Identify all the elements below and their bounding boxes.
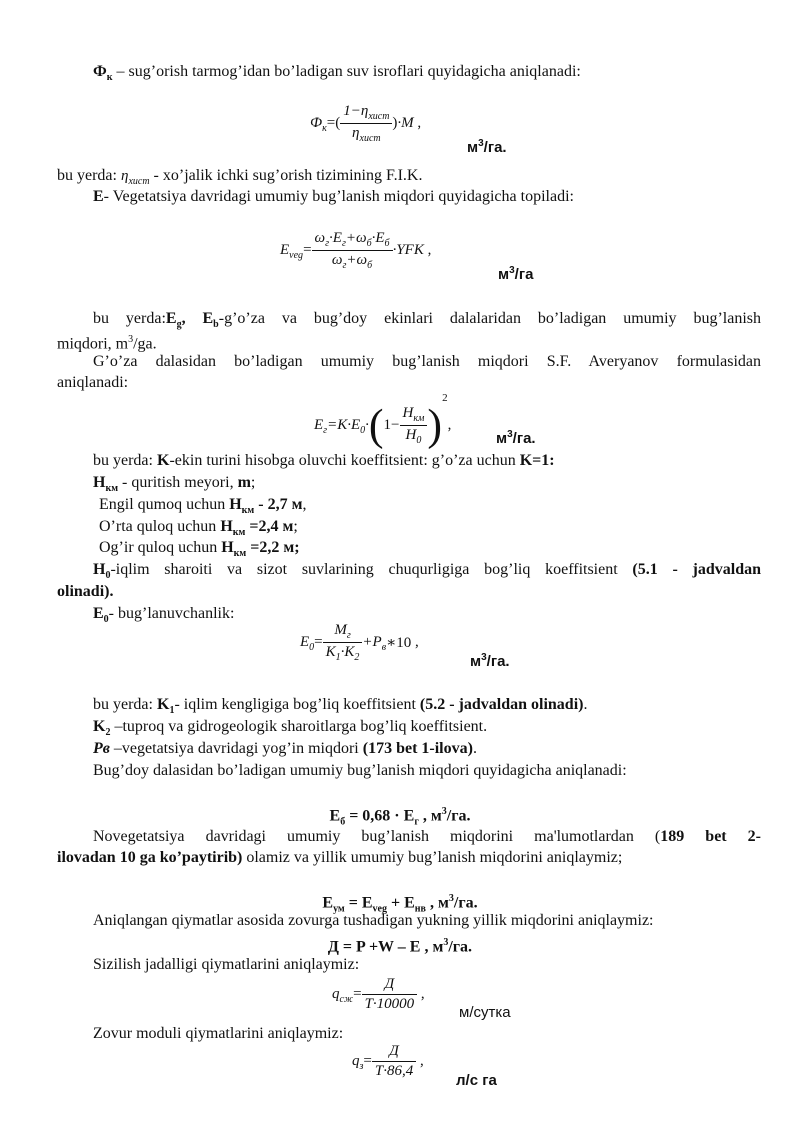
eta-sym: η bbox=[120, 168, 129, 184]
k1-sub: 1 bbox=[169, 705, 175, 717]
k1-symbol: K bbox=[156, 696, 170, 713]
f6-den: T·86,4 bbox=[374, 1063, 414, 1079]
e-symbol: E bbox=[93, 188, 104, 205]
k2-symbol: K bbox=[93, 718, 106, 735]
para-wheat-intro bbox=[93, 761, 627, 781]
para-averyanov bbox=[57, 352, 761, 372]
f2-unit-tail: /га bbox=[514, 266, 534, 283]
f4-tail-sub: в bbox=[381, 641, 387, 653]
f2-num-sub2: г bbox=[341, 238, 346, 249]
eum-veg: = E bbox=[344, 894, 373, 912]
f3-unit-sup: 3 bbox=[507, 429, 513, 440]
para-noveg bbox=[57, 827, 761, 847]
formula-e-veg: $E_{veg}=$ $\frac{\omega_г\cdot E_г+\omega_б\cdot E_б}{\omega_г+\omega_б}$ ·YFK , bbox=[280, 230, 432, 271]
pv-symbol: Pв bbox=[93, 740, 110, 757]
f4-unit-base: м bbox=[470, 653, 482, 670]
eum-unit: , м bbox=[425, 894, 449, 912]
eum-nv-sub: нв bbox=[414, 903, 426, 915]
f1-fraction bbox=[340, 103, 392, 144]
d-eq-sup: 3 bbox=[443, 937, 449, 948]
f4-fraction bbox=[323, 622, 363, 663]
eum-lhs: E bbox=[322, 894, 334, 912]
para-eg-eb-2 bbox=[57, 330, 157, 354]
e0-sub: 0 bbox=[103, 614, 109, 626]
load-text: Aniqlangan qiymatlar asosida zovurga tushadigan yukning yillik miqdorini aniqlaymiz: bbox=[93, 912, 654, 929]
para-module bbox=[93, 1024, 343, 1044]
seepage-text: Sizilish jadalligi qiymatlarini aniqlaymiz: bbox=[93, 956, 360, 973]
eg-eb-unit-tail: /ga. bbox=[133, 335, 157, 353]
para-noveg-2 bbox=[57, 848, 622, 868]
f4-lhs: E bbox=[300, 634, 310, 650]
f1-den: η bbox=[352, 125, 360, 142]
f6-unit: л/с га bbox=[456, 1072, 497, 1089]
f3-den-sub: 0 bbox=[416, 435, 422, 447]
f1-unit-tail: /га. bbox=[483, 139, 507, 156]
para-e-intro bbox=[93, 187, 574, 207]
f3-mid: =K·E bbox=[327, 417, 361, 434]
d-eq-end: /га. bbox=[448, 938, 473, 956]
pv-def-text: –vegetatsiya davridagi yog’in miqdori bbox=[109, 740, 363, 757]
k1-def-pre: bu yerda: bbox=[93, 696, 157, 713]
noveg-text-2: olamiz va yillik umumiy bug’lanish miqdorini aniqlaymiz; bbox=[242, 849, 623, 866]
eg-comma: , bbox=[181, 310, 203, 327]
f3-dot: · bbox=[365, 417, 369, 434]
e0-symbol: E bbox=[93, 605, 104, 622]
f2-fraction bbox=[312, 230, 393, 271]
f3-den: H bbox=[405, 427, 417, 444]
f1-unit bbox=[467, 138, 507, 156]
soil-heavy-label: Og’ir quloq uchun bbox=[99, 539, 222, 556]
f4-unit-tail: /га. bbox=[486, 653, 510, 670]
f3-lhs: E bbox=[314, 417, 324, 434]
para-pv-def bbox=[93, 739, 477, 759]
pv-end: . bbox=[472, 740, 477, 757]
eb-sub: b bbox=[213, 319, 219, 331]
h0-def-text: -iqlim sharoiti va sizot suvlarining chuqurligiga bog’liq koeffitsient bbox=[110, 561, 633, 578]
eum-veg-sub: veg bbox=[372, 903, 387, 915]
f2-unit-sup: 3 bbox=[509, 265, 515, 276]
f2-unit-base: м bbox=[498, 266, 510, 283]
k-value: K=1: bbox=[519, 452, 555, 469]
eb-symbol: E bbox=[202, 310, 214, 327]
f4-den-sub1: 1 bbox=[335, 652, 341, 663]
para-phi-intro bbox=[93, 62, 581, 88]
k-symbol: K bbox=[156, 452, 170, 469]
f3-lhs-sub: г bbox=[323, 425, 328, 436]
f2-num-sub1: г bbox=[325, 238, 330, 249]
formula-phi-k: $Ф_к=$( $\frac{1-\eta_{хист}}{\eta_{хист}}$ )·M , bbox=[310, 103, 422, 144]
k-def-mid: -ekin turini hisobga oluvchi koeffitsient: g’o’za uchun bbox=[169, 452, 520, 469]
eum-sup: 3 bbox=[448, 893, 454, 904]
f1-tail: ·M bbox=[397, 115, 414, 131]
f4-den-mid: ·K bbox=[340, 644, 355, 661]
f1-unit-base: м bbox=[467, 139, 479, 156]
soil-medium-end: ; bbox=[293, 518, 298, 535]
f1-num-sub: хист bbox=[368, 111, 390, 122]
f2-den-a: ω bbox=[331, 252, 343, 269]
f4-den: K bbox=[325, 644, 336, 661]
f1-unit-sup: 3 bbox=[478, 138, 484, 149]
f4-unit-sup: 3 bbox=[481, 652, 487, 663]
soil-medium-label: O’rta quloq uchun bbox=[99, 518, 221, 535]
f4-unit bbox=[470, 652, 510, 670]
e0-def-text: - bug’lanuvchanlik: bbox=[108, 605, 235, 622]
f3-fraction bbox=[400, 405, 428, 446]
formula-e0: $E_0=$ $\frac{M_г}{K_1\cdot K_2}$ $+P_в∗10$ , bbox=[300, 622, 419, 663]
k-def-pre: bu yerda: bbox=[93, 452, 157, 469]
eb-eq-unit: , м bbox=[418, 807, 442, 825]
f4-den-sub2: 2 bbox=[354, 652, 360, 663]
soil-light-label: Engil qumoq uchun bbox=[99, 496, 230, 513]
para-eg-eb bbox=[57, 309, 761, 335]
e-intro-text: - Vegetatsiya davridagi umumiy bug’lanish miqdori quyidagicha topiladi: bbox=[103, 188, 574, 205]
f5-unit: м/сутка bbox=[459, 1004, 511, 1021]
eb-eq-sub2: г bbox=[414, 816, 419, 828]
hkm-unit: m bbox=[237, 474, 251, 491]
module-text: Zovur moduli qiymatlarini aniqlaymiz: bbox=[93, 1025, 344, 1042]
eta-sub: хист bbox=[128, 176, 150, 187]
f3-unit-base: м bbox=[496, 430, 508, 447]
noveg-ref-2: ilovadan 10 ga ko’paytirib) bbox=[57, 849, 243, 866]
f1-den-sub: хист bbox=[359, 133, 381, 144]
phi-intro-text: – sug’orish tarmog’idan bo’ladigan suv isroflari quyidagicha aniqlanadi: bbox=[112, 63, 581, 80]
eg-eb-rest: -g’o’za va bug’doy ekinlari dalalaridan bo’ladigan umumiy bug’lanish bbox=[218, 310, 762, 327]
eum-end: /га. bbox=[453, 894, 478, 912]
f5-num: Д bbox=[362, 976, 418, 995]
f3-exp: 2 bbox=[442, 392, 448, 404]
f3-num: H bbox=[402, 405, 414, 422]
eb-eq-end: /га. bbox=[446, 807, 471, 825]
h0-table-ref: (5.1 - jadvaldan bbox=[632, 561, 761, 578]
soil-medium-value: =2,4 м bbox=[245, 518, 294, 535]
f3-unit bbox=[496, 429, 536, 447]
para-averyanov-2 bbox=[57, 373, 128, 393]
eb-eq-sup: 3 bbox=[441, 806, 447, 817]
f2-num-mid2: ·E bbox=[371, 230, 385, 247]
phi-symbol: Ф bbox=[93, 63, 107, 80]
para-h0-def-2 bbox=[57, 582, 113, 602]
para-k-def bbox=[93, 451, 555, 471]
h0-symbol: H bbox=[93, 561, 106, 578]
f2-den-sub2: б bbox=[367, 260, 373, 271]
f2-num-mid: ·E bbox=[329, 230, 342, 247]
f5-den: T·10000 bbox=[364, 996, 415, 1012]
k1-table-ref: (5.2 - jadvaldan olinadi) bbox=[419, 696, 584, 713]
f2-lhs-sub: veg bbox=[289, 249, 304, 261]
f3-one: 1− bbox=[383, 417, 400, 434]
averyanov-text-2: aniqlanadi: bbox=[57, 374, 129, 391]
phi-sub: к bbox=[106, 72, 113, 84]
k2-def-text: –tuproq va gidrogeologik sharoitlarga bog’liq koeffitsient. bbox=[110, 718, 488, 735]
para-load bbox=[93, 911, 654, 931]
soil-heavy-h: H bbox=[221, 539, 234, 556]
eta-def-pre: bu yerda: bbox=[57, 167, 121, 184]
pv-appendix-ref: (173 bet 1-ilova) bbox=[362, 740, 473, 757]
f2-lhs: E bbox=[280, 242, 290, 258]
soil-light-value: - 2,7 м bbox=[254, 496, 303, 513]
f1-num: 1−η bbox=[343, 103, 369, 120]
soil-heavy-value: =2,2 м; bbox=[246, 539, 300, 556]
hkm-sub: км bbox=[105, 483, 119, 495]
f4-num: M bbox=[334, 622, 347, 639]
f6-lhs-sub: з bbox=[359, 1060, 364, 1072]
soil-medium-sub: км bbox=[232, 527, 246, 539]
f2-num-sub3: б bbox=[366, 238, 372, 249]
para-e0-def bbox=[93, 604, 234, 630]
f6-num: Д bbox=[372, 1043, 416, 1062]
soil-light-sub: км bbox=[241, 505, 255, 517]
eb-eq-sub: б bbox=[340, 816, 346, 828]
eg-eb-unit-sup: 3 bbox=[128, 334, 134, 345]
formula-d bbox=[0, 933, 800, 957]
f3-mid-sub: 0 bbox=[360, 425, 366, 436]
eg-symbol: E bbox=[165, 310, 177, 327]
hkm-end: ; bbox=[250, 474, 256, 491]
para-h0-def bbox=[57, 560, 761, 586]
f2-num-a: ω bbox=[314, 230, 326, 247]
averyanov-text: G’o’za dalasidan bo’ladigan umumiy bug’lanish miqdori S.F. Averyanov formulasidan bbox=[93, 353, 761, 370]
f2-num-sub4: б bbox=[384, 238, 390, 249]
f3-unit-tail: /га. bbox=[512, 430, 536, 447]
f3-num-sub: км bbox=[413, 413, 425, 425]
f4-lhs-sub: 0 bbox=[309, 641, 315, 653]
eg-sub: g bbox=[176, 319, 182, 331]
f2-den-plus: +ω bbox=[346, 252, 368, 269]
soil-light-h: H bbox=[229, 496, 242, 513]
noveg-text: Novegetatsiya davridagi umumiy bug’lanish miqdorini ma'lumotlardan ( bbox=[93, 828, 661, 845]
eum-lhs-sub: ум bbox=[333, 903, 345, 915]
f5-fraction bbox=[362, 976, 418, 1013]
noveg-ref: 189 bet 2- bbox=[660, 828, 762, 845]
wheat-intro-text: Bug’doy dalasidan bo’ladigan umumiy bug’lanish miqdori quyidagicha aniqlanadi: bbox=[93, 762, 627, 779]
eb-eq-lhs: E bbox=[329, 807, 341, 825]
h0-table-ref-2: olinadi). bbox=[57, 583, 114, 600]
f6-lhs: q bbox=[352, 1053, 360, 1069]
soil-medium-h: H bbox=[220, 518, 233, 535]
eum-nv: + E bbox=[387, 894, 415, 912]
f1-lhs: Ф bbox=[310, 115, 323, 131]
hkm-def-text: - quritish meyori, bbox=[118, 474, 238, 491]
f4-tail2: ∗10 bbox=[386, 635, 412, 651]
eg-eb-unit-pre: miqdori, m bbox=[57, 335, 129, 353]
f2-tail: ·YFK bbox=[392, 242, 424, 258]
eb-eq-mid: = 0,68 · E bbox=[345, 807, 415, 825]
f2-num-plus: +ω bbox=[345, 230, 367, 247]
f5-lhs: q bbox=[332, 986, 340, 1002]
eta-def-post: - xo’jalik ichki sug’orish tizimining F.I.K. bbox=[149, 167, 423, 184]
k1-def-text: - iqlim kengligiga bog’liq koeffitsient bbox=[174, 696, 420, 713]
f1-lhs-sub: к bbox=[322, 122, 327, 134]
k2-sub: 2 bbox=[105, 727, 111, 739]
formula-e-g: $E_г=K\cdot E_0\cdot(1-$ $\frac{H_{км}}{H_0}$ )$^2$, bbox=[314, 392, 452, 450]
f4-tail: +P bbox=[362, 634, 382, 650]
h0-sub: 0 bbox=[105, 570, 111, 582]
eta-symbol bbox=[120, 168, 150, 187]
d-eq: Д = P +W – E , м bbox=[327, 938, 444, 956]
k1-end: . bbox=[583, 696, 588, 713]
hkm-symbol: H bbox=[93, 474, 106, 491]
f5-lhs-sub: сж bbox=[339, 993, 354, 1005]
formula-q-szh: $q_{сж}=$ $\frac{Д}{T\cdot 10000}$ , bbox=[332, 976, 425, 1012]
para-seepage bbox=[93, 955, 359, 975]
soil-heavy-sub: км bbox=[233, 548, 247, 560]
soil-light-end: , bbox=[302, 496, 307, 513]
eg-eb-pre: bu yerda: bbox=[93, 310, 166, 327]
f2-den-sub1: г bbox=[342, 260, 347, 271]
f6-fraction bbox=[372, 1043, 416, 1080]
f2-unit bbox=[498, 265, 533, 283]
f4-num-sub: г bbox=[346, 630, 351, 641]
formula-q-z: $q_з=$ $\frac{Д}{T\cdot 86,4}$ , bbox=[352, 1043, 424, 1079]
